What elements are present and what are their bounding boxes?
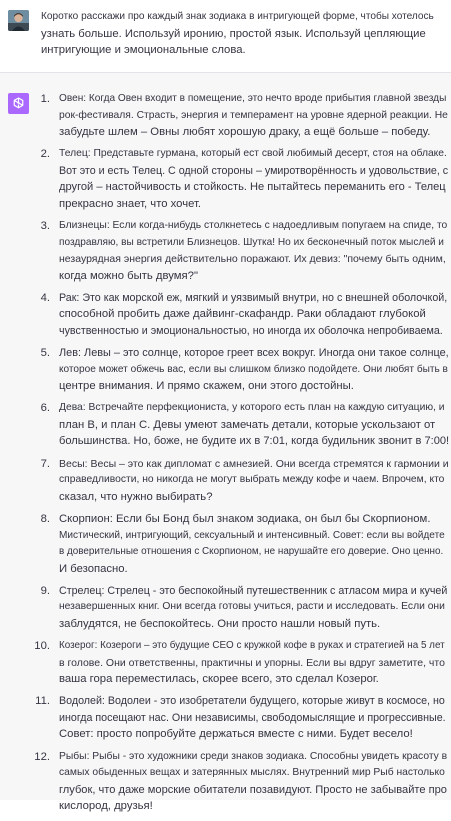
user-message — [0, 0, 451, 72]
list-item-text — [59, 91, 449, 141]
list-item-line: Дева: Встречайте перфекциониста, у которого есть план на каждую ситуацию, и — [59, 402, 445, 414]
assistant-message — [0, 73, 451, 813]
list-item-line: забудьте шлем – Овны любят хорошую драку, а ещё больше – победу. — [59, 126, 431, 138]
list-item-line: которое может обжечь вас, если вы слишком близко подойдете. Они любят быть в — [59, 363, 448, 375]
list-item — [0, 146, 451, 212]
list-item-text — [59, 345, 449, 395]
list-item-line: другой – настойчивость и стойкость. Не пытайтесь переманить его - Телец — [59, 181, 446, 194]
list-item-text — [59, 400, 449, 450]
list-item-text — [59, 146, 449, 212]
list-item-line: Овен: Когда Овен входит в помещение, это нечто вроде прибытия главной звезды — [59, 93, 447, 104]
list-item-line: в доверительные отношения с Скорпионом, не нарушайте его доверие. Оно ценно. — [59, 546, 444, 558]
list-item — [0, 290, 451, 340]
list-item-number: 2. — [40, 148, 50, 161]
list-item-line: когда можно быть двумя?" — [59, 269, 198, 282]
list-item-line: Рыбы: Рыбы - это художники среди знаков зодиака. Способны увидеть красоту в — [59, 750, 448, 762]
list-item-line: Козерог: Козероги – это будущие CEO с кружкой кофе в руках и стратегией на 5 лет — [59, 640, 445, 652]
list-item-line: иногда посещают нас. Они независимы, свободомыслящие и прогрессивные. — [59, 711, 446, 724]
list-item-line: рок-фестиваля. Страсть, энергия и темперамент на уровне ядерной реакции. Не — [59, 109, 448, 121]
list-item-line: Стрелец: Стрелец - это беспокойный путешественник с атласом мира и кучей — [59, 584, 448, 597]
list-item-line: план B, и план C. Девы умеют замечать детали, которые ускользают от — [59, 418, 436, 431]
list-item-text — [59, 290, 449, 340]
list-item-line: центре внимания. И прямо скажем, они этого достойны. — [59, 380, 354, 393]
list-item-line: в голове. Они ответственны, практичны и упорны. Если вы вдруг заметите, что — [59, 656, 445, 669]
list-item — [0, 511, 451, 577]
list-item-number: 8. — [40, 513, 50, 526]
list-item-text — [59, 511, 449, 577]
user-avatar — [8, 10, 29, 31]
list-item-line: Мистический, интригующий, сексуальный и интенсивный. Совет: если вы войдете — [59, 529, 445, 541]
zodiac-list — [0, 91, 451, 821]
list-item-line: Лев: Левы – это солнце, которое греет всех вокруг. Иногда они такое солнце, — [59, 347, 449, 360]
list-item-line: самых обыденных вещах и затерянных мыслях. Внутренний мир Рыб настолько — [59, 767, 445, 779]
list-item-line: Скорпион: Если бы Бонд был знаком зодиака, он был бы Скорпионом. — [59, 513, 431, 526]
list-item-number: 11. — [35, 695, 50, 708]
list-item-number: 12. — [34, 750, 50, 763]
user-message-line: Коротко расскажи про каждый знак зодиака в интригующей форме, чтобы хотелось — [41, 11, 434, 22]
list-item-number: 1. — [40, 93, 50, 105]
list-item-line: чувственностью и эмоциональностью, но иногда их оболочка непробиваема. — [59, 324, 443, 337]
list-item-line: Совет: просто попробуйте держаться вместе с ними. Будет весело! — [59, 728, 413, 741]
user-message-text — [41, 9, 441, 59]
list-item-line: сказал, что нужно выбирать? — [59, 490, 213, 503]
list-item-line: Водолей: Водолеи - это изобретатели будущего, которые живут в космосе, но — [59, 695, 445, 708]
list-item-line: большинства. Но, боже, не будите их в 7:01, когда будильник звонит в 7:00! — [59, 435, 450, 448]
list-item-line: прекрасно знает, что хочет. — [59, 197, 202, 210]
list-item-line: способной пробить даже дайвинг-скафандр. Раки обладают глубокой — [59, 308, 426, 321]
list-item — [0, 456, 451, 506]
user-message-line: интригующие и эмоциональные слова. — [41, 44, 246, 56]
list-item-number: 3. — [40, 220, 50, 233]
list-item — [0, 583, 451, 633]
list-item-line: глубок, что даже морские обитатели позавидуют. Просто не забывайте про — [59, 783, 447, 796]
user-photo-icon — [8, 10, 29, 31]
list-item-line: незавершенных книг. Они всегда готовы учиться, расти и исследовать. Если они — [59, 601, 445, 613]
list-item-number: 5. — [40, 347, 50, 360]
list-item-line: Вот это и есть Телец. С одной стороны – умиротворённость и удовольствие, с — [59, 164, 449, 177]
list-item-line: Рак: Это как морской еж, мягкий и уязвимый внутри, но с внешней оболочкой, — [59, 291, 448, 304]
list-item-text — [59, 693, 449, 743]
list-item-line: И безопасно. — [59, 562, 128, 575]
list-item-line: незаурядная энергия действительно поражают. Их девиз: "почему быть одним, — [59, 253, 446, 266]
list-item-number: 10. — [34, 640, 50, 653]
list-item — [0, 400, 451, 450]
list-item-number: 9. — [40, 584, 50, 597]
list-item-line: Телец: Представьте гурмана, который ест свой любимый десерт, стоя на облаке. — [59, 148, 447, 160]
list-item — [0, 749, 451, 815]
list-item-line: ваша гора переместилась, скорее всего, это сделал Козерог. — [59, 673, 379, 686]
list-item-line: Близнецы: Если когда-нибудь столкнетесь с надоедливым попугаем на спиде, то — [59, 220, 448, 232]
list-item — [0, 693, 451, 743]
list-item-text — [59, 583, 449, 633]
list-item — [0, 218, 451, 284]
user-message-line: узнать больше. Используй иронию, простой язык. Используй цепляющие — [41, 27, 426, 40]
list-item-line: кислород, друзья! — [59, 800, 153, 813]
list-item-text — [59, 749, 449, 815]
list-item — [0, 91, 451, 141]
list-item-line: поздравляю, вы встретили Близнецов. Шутка! Но их бесконечный поток мыслей и — [59, 236, 444, 248]
list-item-number: 7. — [40, 457, 50, 470]
list-item-text — [59, 638, 449, 688]
list-item — [0, 638, 451, 688]
list-item-number: 4. — [40, 291, 50, 304]
list-item-number: 6. — [40, 402, 50, 415]
list-item — [0, 345, 451, 395]
list-item-line: заблудятся, не беспокойтесь. Они просто нашли новый путь. — [59, 617, 381, 630]
list-item-line: справедливости, но никогда не могут выбрать между кофе и чаем. Впрочем, кто — [59, 474, 445, 486]
list-item-text — [59, 218, 449, 284]
list-item-text — [59, 456, 449, 506]
list-item-line: Весы: Весы – это как дипломат с амнезией. Они всегда стремятся к гармонии и — [59, 457, 449, 470]
